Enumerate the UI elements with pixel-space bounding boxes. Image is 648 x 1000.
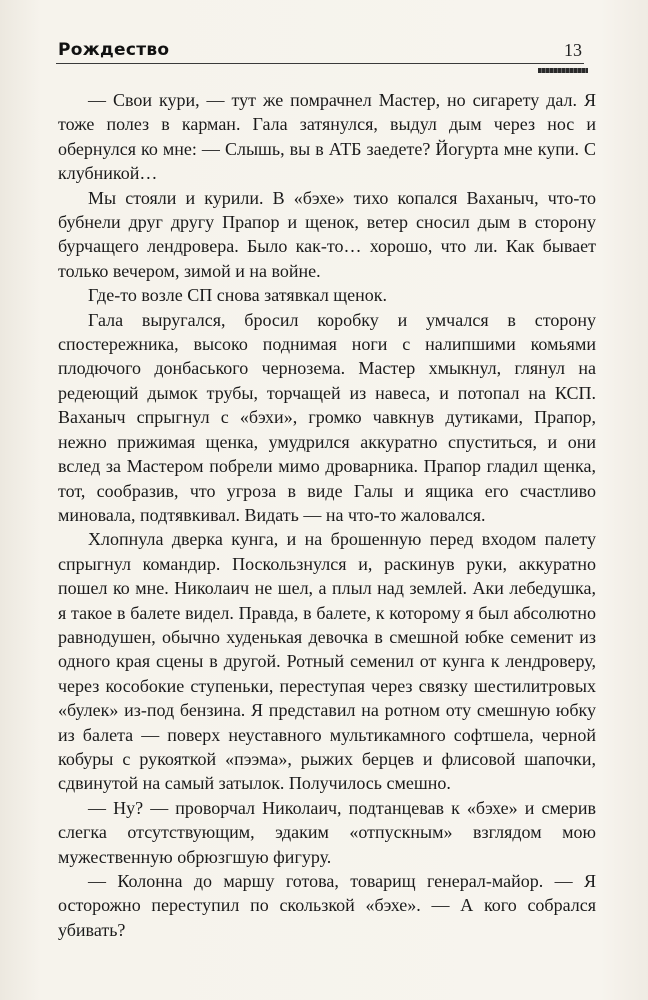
- page-number: 13: [564, 40, 582, 60]
- paragraph: — Свои кури, — тут же помрачнел Мастер, но сигарету дал. Я тоже полез в карман. Гала затянулся, выдул дым через нос и обернулся ко мне: — Слышь, вы в АТБ заедете? Йогурта мне купи. С клубникой…: [58, 90, 596, 184]
- paragraph: — Ну? — проворчал Николаич, подтанцевав к «бэхе» и смерив слегка отсутствующим, эдаким «отпускным» взглядом мою мужественную обрюзгшую фигуру.: [58, 797, 596, 867]
- header-rule: [56, 63, 584, 64]
- body-text: [58, 88, 596, 942]
- paragraph: Хлопнула дверка кунга, и на брошенную перед входом палету спрыгнул командир. Поскользнулся и, раскинув руки, аккуратно пошел ко мне. Николаич не шел, а плыл над землей. Аки лебедушка, я такое в балете видел. Правда, в балете, к которому я был абсолютно равнодушен, обычно худенькая девочка в смешной юбке семенит из одного края сцены в другой. Ротный семенил от кунга к лендроверу, через кособокие ступеньки, переступая через связку шестилитровых «булек» из-под бензина. Я представил на ротном оту смешную юбку из балета — поверх неуставного мультикамного софтшела, черной кобуры с рукояткой «пээма», рыжих берцев и флисовой шапочки, сдвинутой на самый затылок. Получилось смешно.: [58, 529, 596, 794]
- header-ornament: [538, 68, 588, 73]
- paragraph: Где-то возле СП снова затявкал щенок.: [88, 285, 388, 306]
- paragraph: Мы стояли и курили. В «бэхе» тихо копался Ваханыч, что-то бубнели друг другу Прапор и щенок, ветер сносил дым в сторону бурчащего лендровера. Было как-то… хорошо, что ли. Как бывает только вечером, зимой и на войне.: [58, 187, 596, 281]
- page-header: [58, 38, 590, 64]
- paragraph: — Колонна до маршу готова, товарищ генерал-майор. — Я осторожно переступил по скользкой «бэхе». — А кого собрался убивать?: [58, 871, 596, 940]
- paragraph: Гала выругался, бросил коробку и умчался в сторону спостережника, высоко поднимая ноги с налипшими комьями плодючого донбаського чернозема. Мастер хмыкнул, глянул на редеющий дымок трубы, торчащей из навеса, и потопал на КСП. Ваханыч спрыгнул с «бэхи», громко чавкнув дутиками, Прапор, нежно прижимая щенка, умудрился аккуратно спуститься, и они вслед за Мастером побрели мимо дроварника. Прапор гладил щенка, тот, сообразив, что угроза в виде Галы и ящика его счастливо миновала, подтявкивал. Видать — на что-то жаловался.: [58, 309, 596, 525]
- running-title: Рождество: [58, 40, 170, 60]
